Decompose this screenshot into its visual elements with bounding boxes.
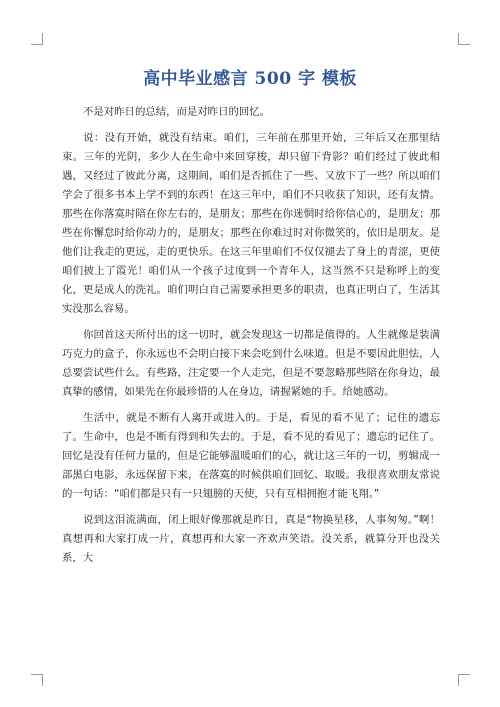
crop-mark-bottom-right-h <box>458 674 470 675</box>
paragraph-2: 说：没有开始，就没有结束。咱们，三年前在那里开始，三年后又在那里结束。三年的光阴，多少人在生命中来回穿梭，却只留下背影？咱们经过了彼此相遇，又经过了彼此分离，这期间，咱们是否抓住了一些、又放下了一些？所以咱们学会了很多书本上学不到的东西！在这三年中，咱们不只收获了知识，还有友情。那些在你落寞时陪在你左右的，是朋友；那些在你迷惘时给你信心的，是朋友；那些在你懈怠时给你动力的，是朋友；那些在你难过时对你微笑的，依旧是朋友。是他们让我走的更远，走的更快乐。在这三年里咱们不仅仅褪去了身上的青涩，更使咱们披上了霞光！咱们从一个孩子过度到一个青年人，这当然不只是称呼上的变化，更是成人的洗礼。咱们明白自己需要承担更多的职责，也真正明白了，生活其实没那么容易。 <box>62 132 440 315</box>
paragraph-3: 你回首这天所付出的这一切时，就会发现这一切都是值得的。人生就像是装满巧克力的盒子，你永远也不会明白接下来会吃到什么味道。但是不要因此胆怯，人总要尝试些什么。有些路，注定要一个人走完，但是不要忽略那些陪在你身边，最真挚的感情，如果先在你最珍惜的人在身边，请握紧她的手。给她感动。 <box>62 329 440 398</box>
document-body <box>62 103 440 575</box>
paragraph-5: 说到这泪流满面，闭上眼好像那就是昨日，真是“物换星移，人事匆匆。”啊！真想再和大家打成一片，真想再和大家一齐欢声笑语。没关系，就算分开也没关系，大 <box>62 514 440 564</box>
paragraph-4: 生活中，就是不断有人离开或进入的。于是，看见的看不见了；记住的遗忘了。生命中，也是不断有得到和失去的。于是，看不见的看见了；遗忘的记住了。回忆是没有任何力量的，但是它能够温暖咱们的心，就让这三年的一切，剪辑成一部黑白电影，永远保留下来，在落寞的时候供咱们回忆、取暖。我很喜欢朋友常说的一句话：“咱们都是只有一只翅膀的天使，只有互相拥抱才能飞翔。” <box>62 412 440 500</box>
paragraph-1: 不是对昨日的总结，而是对昨日的回忆。 <box>83 106 271 118</box>
crop-mark-top-right-h <box>458 44 470 45</box>
crop-mark-bottom-left-v <box>42 674 43 686</box>
crop-mark-top-left-v <box>42 33 43 45</box>
crop-mark-bottom-right-v <box>458 674 459 686</box>
crop-mark-top-right-v <box>458 33 459 45</box>
document-title: 高中毕业感言 500 字 模板 <box>143 69 357 89</box>
